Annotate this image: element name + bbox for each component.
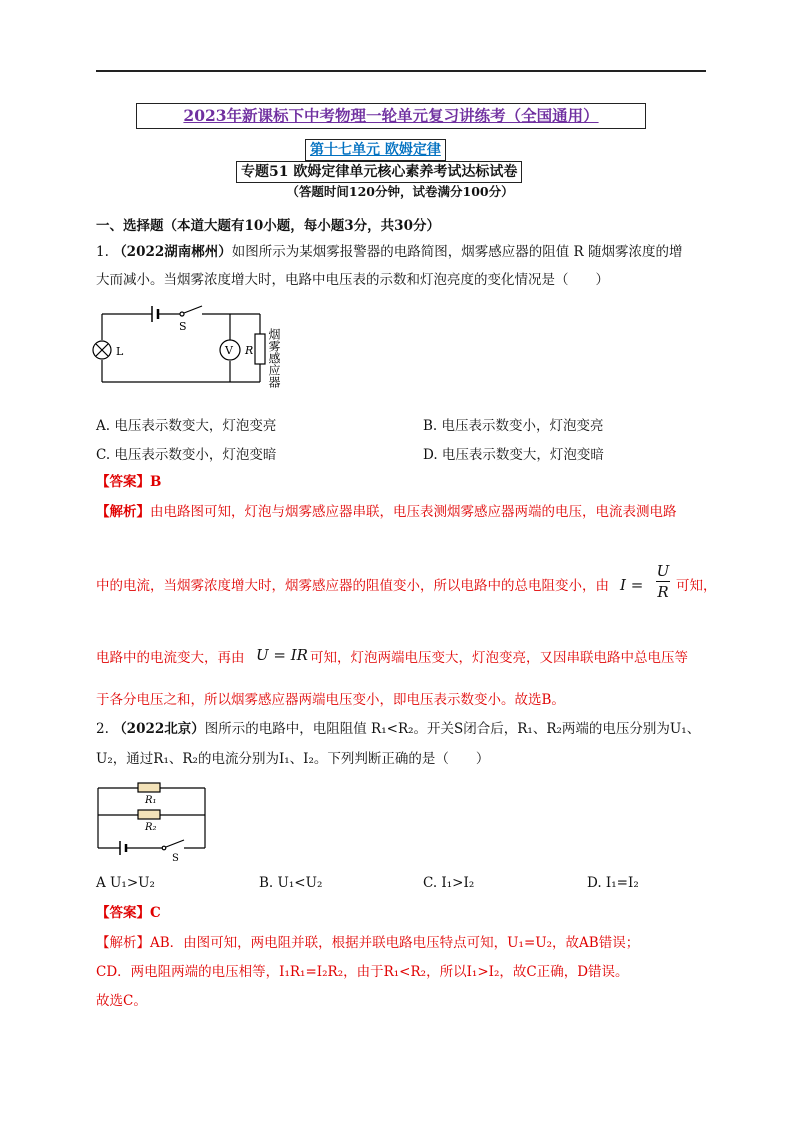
q2-option-b[interactable]: B. U₁<U₂ [259, 875, 323, 891]
q1-stem-1: 如图所示为某烟雾报警器的电路简图，烟雾感应器的阻值 R 随烟雾浓度的增 [231, 244, 683, 260]
q1-analysis-2 [96, 576, 609, 596]
q1-analysis-tag: 【解析】 [96, 504, 150, 520]
q2-number: 2. [96, 721, 109, 737]
q1-stem-2: 大而减小。当烟雾浓度增大时，电路中电压表的示数和灯泡亮度的变化情况是（ ） [96, 272, 609, 288]
unit-title: 第十七单元 欧姆定律 [305, 139, 446, 161]
top-rule [96, 70, 706, 72]
document-title: 2023年新课标下中考物理一轮单元复习讲练考（全国通用） [136, 103, 646, 129]
q1-analysis-text-1: 由电路图可知，灯泡与烟雾感应器串联，电压表测烟雾感应器两端的电压，电流表测电路 [150, 504, 677, 520]
q2-analysis-3: 故选C。 [96, 993, 147, 1009]
q1-formula-2-text: U = IR [256, 646, 308, 664]
q2-line1 [96, 719, 700, 739]
q1-voltmeter-label: V [225, 344, 233, 357]
q2-switch-label: S [172, 853, 179, 863]
q1-option-c[interactable]: C. 电压表示数变小，灯泡变暗 [96, 447, 277, 463]
q1-switch-label: S [179, 320, 187, 333]
q1-analysis-text-2b: 可知， [676, 578, 717, 594]
q1-source: （2022湖南郴州） [113, 244, 232, 260]
q1-analysis-1 [96, 502, 677, 522]
q2-source: （2022北京） [113, 721, 205, 737]
q2-r2-label: R₂ [145, 822, 157, 833]
exam-note: （答题时间120分钟，试卷满分100分） [286, 184, 514, 199]
q1-analysis-text-2a: 中的电流，当烟雾浓度增大时，烟雾感应器的阻值变小，所以电路中的总电阻变小，由 [96, 578, 609, 594]
section-heading: 一、选择题（本道大题有10小题，每小题3分，共30分） [96, 218, 440, 234]
q1-formula-denominator: R [657, 583, 669, 601]
q2-answer: 【答案】C [96, 905, 161, 921]
q1-analysis-3b: 可知，灯泡两端电压变大，灯泡变亮，又因串联电路中总电压等 [310, 650, 688, 666]
q1-analysis-3a: 电路中的电流变大，再由 [96, 650, 245, 666]
q2-stem-1: 图所示的电路中，电阻阻值 R₁<R₂。开关S闭合后，R₁、R₂两端的电压分别为U₁、 [204, 721, 701, 737]
q1-formula-2 [256, 646, 308, 664]
q2-option-d[interactable]: D. I₁=I₂ [587, 875, 639, 891]
q2-analysis-1: 【解析】AB．由图可知，两电阻并联，根据并联电路电压特点可知，U₁=U₂，故AB错误； [96, 935, 640, 951]
q1-number: 1. [96, 244, 109, 260]
q2-option-a[interactable]: A U₁>U₂ [96, 875, 155, 891]
q1-analysis-4: 于各分电压之和，所以烟雾感应器两端电压变小，即电压表示数变小。故选B。 [96, 692, 565, 708]
q1-line1 [96, 242, 683, 262]
topic-title: 专题51 欧姆定律单元核心素养考试达标试卷 [236, 161, 522, 183]
q2-circuit-diagram [90, 778, 220, 863]
q1-lamp-label: L [116, 345, 124, 358]
q1-formula-lhs: I = [620, 576, 644, 594]
q1-option-d[interactable]: D. 电压表示数变大，灯泡变暗 [423, 447, 604, 463]
q2-analysis-2: CD．两电阻两端的电压相等，I₁R₁=I₂R₂，由于R₁<R₂，所以I₁>I₂，故C正确，D错误。 [96, 964, 629, 980]
q1-formula-numerator: U [656, 562, 670, 580]
q1-option-b[interactable]: B. 电压表示数变小，灯泡变亮 [423, 418, 604, 434]
q2-stem-2: U₂，通过R₁、R₂的电流分别为I₁、I₂。下列判断正确的是（ ） [96, 751, 490, 767]
q1-option-a[interactable]: A. 电压表示数变大，灯泡变亮 [96, 418, 277, 434]
q1-resistor-label: R [245, 344, 254, 357]
q1-answer: 【答案】B [96, 474, 162, 490]
q2-option-c[interactable]: C. I₁>I₂ [423, 875, 475, 891]
q1-sensor-label: 烟雾感应器 [267, 328, 281, 388]
q2-r1-label: R₁ [145, 795, 157, 806]
q1-circuit-diagram [90, 300, 300, 390]
